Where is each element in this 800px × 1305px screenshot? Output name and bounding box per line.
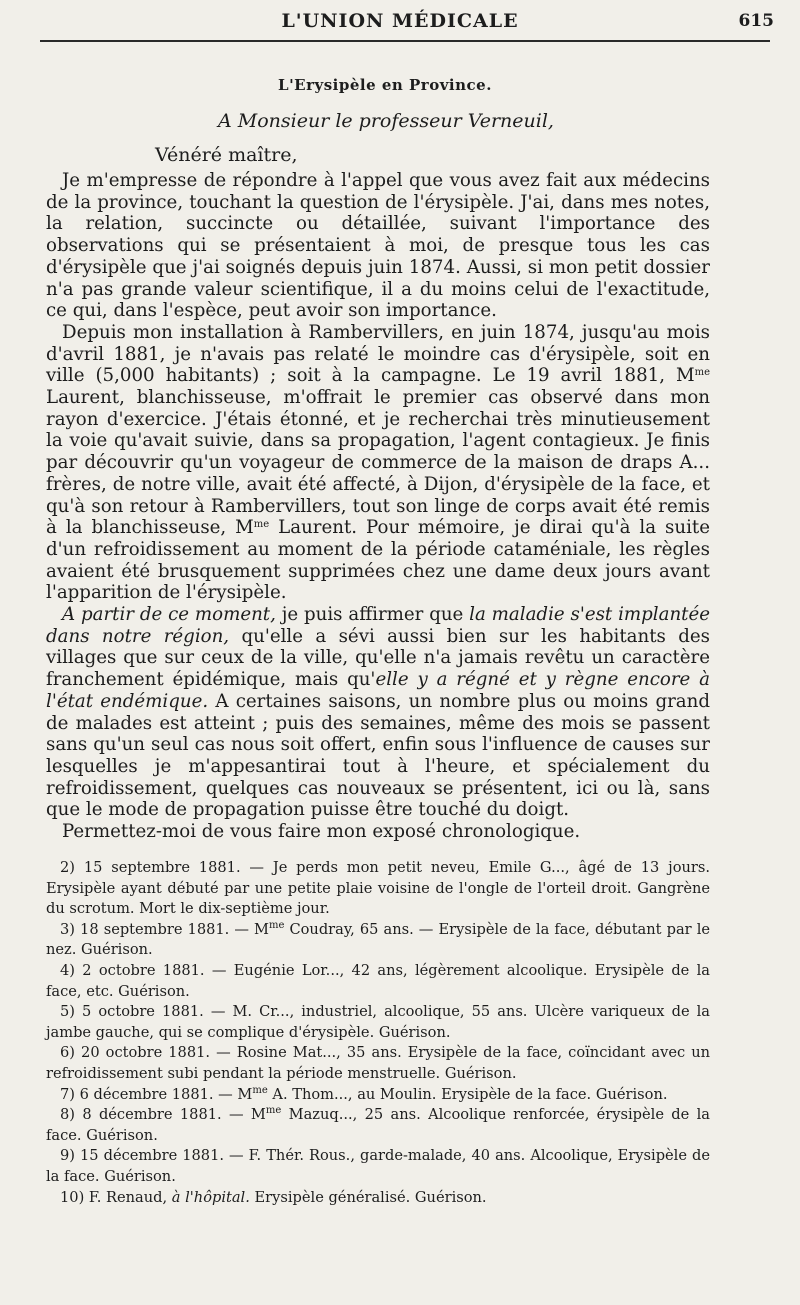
title-abbrev: me bbox=[252, 1084, 268, 1096]
case-text: 2 octobre 1881. — Eugénie Lor..., 42 ans, légèrement alcoolique. Erysipèle de la face, etc. Guérison. bbox=[46, 961, 710, 1000]
salutation: Vénéré maître, bbox=[155, 144, 298, 166]
case-list bbox=[46, 858, 710, 1208]
case-entry bbox=[46, 1002, 710, 1043]
paragraph-3 bbox=[46, 604, 710, 821]
case-number: 3) bbox=[60, 920, 75, 938]
dedication: A Monsieur le professeur Verneuil, bbox=[218, 110, 554, 132]
case-entry bbox=[46, 920, 710, 961]
case-entry bbox=[46, 858, 710, 920]
case-text: 6 décembre 1881. — M bbox=[74, 1085, 253, 1103]
case-number: 6) bbox=[60, 1044, 75, 1062]
italic-phrase: à l'hôpital. bbox=[171, 1188, 250, 1206]
case-number: 9) bbox=[60, 1147, 75, 1165]
title-abbrev: me bbox=[253, 519, 270, 531]
case-entry bbox=[46, 1188, 710, 1209]
page-number: 615 bbox=[738, 11, 774, 31]
italic-phrase: la maladie s'est implantée dans notre région, bbox=[46, 604, 711, 647]
case-entry bbox=[46, 961, 710, 1002]
case-entry bbox=[46, 1043, 710, 1084]
paragraph-1: Je m'empresse de répondre à l'appel que vous avez fait aux médecins de la province, touchant la question de l'érysipèle. J'ai, dans mes notes, la relation, succincte ou détaillée, suivant l'importance des observations qui se présentaient à moi, de presque tous les cas d'érysipèle que j'ai soignés depuis juin 1874. Aussi, si mon petit dossier n'a pas grande valeur scientifique, il a du moins celui de l'exactitude, ce qui, dans l'espèce, peut avoir son importance. bbox=[46, 170, 710, 322]
case-number: 4) bbox=[60, 961, 75, 979]
article-body bbox=[46, 170, 710, 843]
paragraph-2-text-a: Depuis mon installation à Rambervillers, en juin 1874, jusqu'au mois d'avril 1881, je n'avais pas relaté le moindre cas d'érysipèle, soit en ville (5,000 habitants) ; soit à la campagne. Le 19 avril 1881, M bbox=[46, 321, 710, 387]
case-entry bbox=[46, 1146, 710, 1187]
case-text: F. Renaud, bbox=[84, 1188, 172, 1206]
case-text: 20 octobre 1881. — Rosine Mat..., 35 ans. Erysipèle de la face, coïncidant avec un refroidissement subi pendant la période menstruelle. Guérison. bbox=[46, 1044, 710, 1082]
paragraph-4: Permettez-moi de vous faire mon exposé chronologique. bbox=[62, 821, 581, 843]
case-text: 15 décembre 1881. — F. Thér. Rous., garde-malade, 40 ans. Alcoolique, Erysipèle de la face. Guérison. bbox=[46, 1147, 710, 1185]
paragraph-3-text-b: qu'elle a sévi aussi bien sur les habitants des villages que sur ceux de la ville, qu'elle n'a jamais revêtu un caractère franchement épidémique, mais qu' bbox=[46, 625, 710, 691]
paragraph-2 bbox=[46, 322, 710, 604]
case-entry bbox=[46, 1085, 710, 1106]
case-entry bbox=[46, 1105, 710, 1146]
paragraph-3-text-c: A certaines saisons, un nombre plus ou moins grand de malades est atteint ; puis des semaines, même des mois se passent sans qu'un seul cas nous soit offert, enfin sous l'influence de causes sur lesquelles je m'appesantirai tout à l'heure, et spécialement du refroidissement, quelques cas nouveaux se présentent, ici ou là, sans que le mode de propagation puisse être touché du doigt. bbox=[46, 690, 711, 821]
italic-phrase: elle y a régné et y règne encore à l'état endémique. bbox=[46, 669, 710, 712]
journal-title: L'UNION MÉDICALE bbox=[281, 10, 519, 32]
case-text: Mazuq..., 25 ans. Alcoolique renforcée, érysipèle de la face. Guérison. bbox=[46, 1106, 710, 1144]
italic-phrase: A partir de ce moment, bbox=[62, 604, 276, 626]
title-abbrev: me bbox=[269, 919, 285, 931]
article-title: L'Erysipèle en Province. bbox=[278, 76, 492, 94]
title-abbrev: me bbox=[694, 367, 710, 379]
running-header bbox=[0, 0, 800, 60]
paragraph-2-text-b: Laurent, blanchisseuse, m'offrait le premier cas observé dans mon rayon d'exercice. J'étais étonné, et je recherchai très minutieusement la voie qu'avait suivie, dans sa propagation, l'agent contagieux. Je finis par découvrir qu'un voyageur de commerce de la maison de draps A... frères, de notre ville, avait été affecté, à Dijon, d'érysipèle de la face, et qu'à son retour à Rambervillers, tout son linge de corps avait été remis à la blanchisseuse, M bbox=[46, 387, 710, 539]
case-number: 7) bbox=[60, 1085, 75, 1103]
case-text: Coudray, 65 ans. — Erysipèle de la face, débutant par le nez. Guérison. bbox=[46, 920, 710, 959]
case-number: 10) bbox=[60, 1188, 85, 1206]
case-text: 5 octobre 1881. — M. Cr..., industriel, alcoolique, 55 ans. Ulcère variqueux de la jambe gauche, qui se complique d'érysipèle. Guérison. bbox=[46, 1003, 710, 1041]
case-number: 2) bbox=[60, 859, 75, 876]
case-number: 5) bbox=[60, 1003, 75, 1021]
case-text: A. Thom..., au Moulin. Erysipèle de la face. Guérison. bbox=[267, 1085, 668, 1103]
case-text: 18 septembre 1881. — M bbox=[74, 920, 269, 938]
case-text: 8 décembre 1881. — M bbox=[74, 1106, 266, 1124]
paragraph-2-text-c: Laurent. Pour mémoire, je dirai qu'à la suite d'un refroidissement au moment de la période cataméniale, les règles avaient été brusquement supprimées chez une dame deux jours avant l'apparition de l'érysipèle. bbox=[46, 517, 710, 604]
case-text: Erysipèle généralisé. Guérison. bbox=[249, 1188, 487, 1206]
title-abbrev: me bbox=[265, 1105, 282, 1117]
case-text: 15 septembre 1881. — Je perds mon petit neveu, Emile G..., âgé de 13 jours. Erysipèle ayant débuté par une petite plaie voisine de l'ongle de l'orteil droit. Gangrène du scrotum. Mort le dix-septième jour. bbox=[46, 859, 710, 918]
paragraph-3-text-a: je puis affirmer que bbox=[275, 604, 470, 626]
header-rule bbox=[40, 40, 770, 42]
case-number: 8) bbox=[60, 1106, 75, 1124]
